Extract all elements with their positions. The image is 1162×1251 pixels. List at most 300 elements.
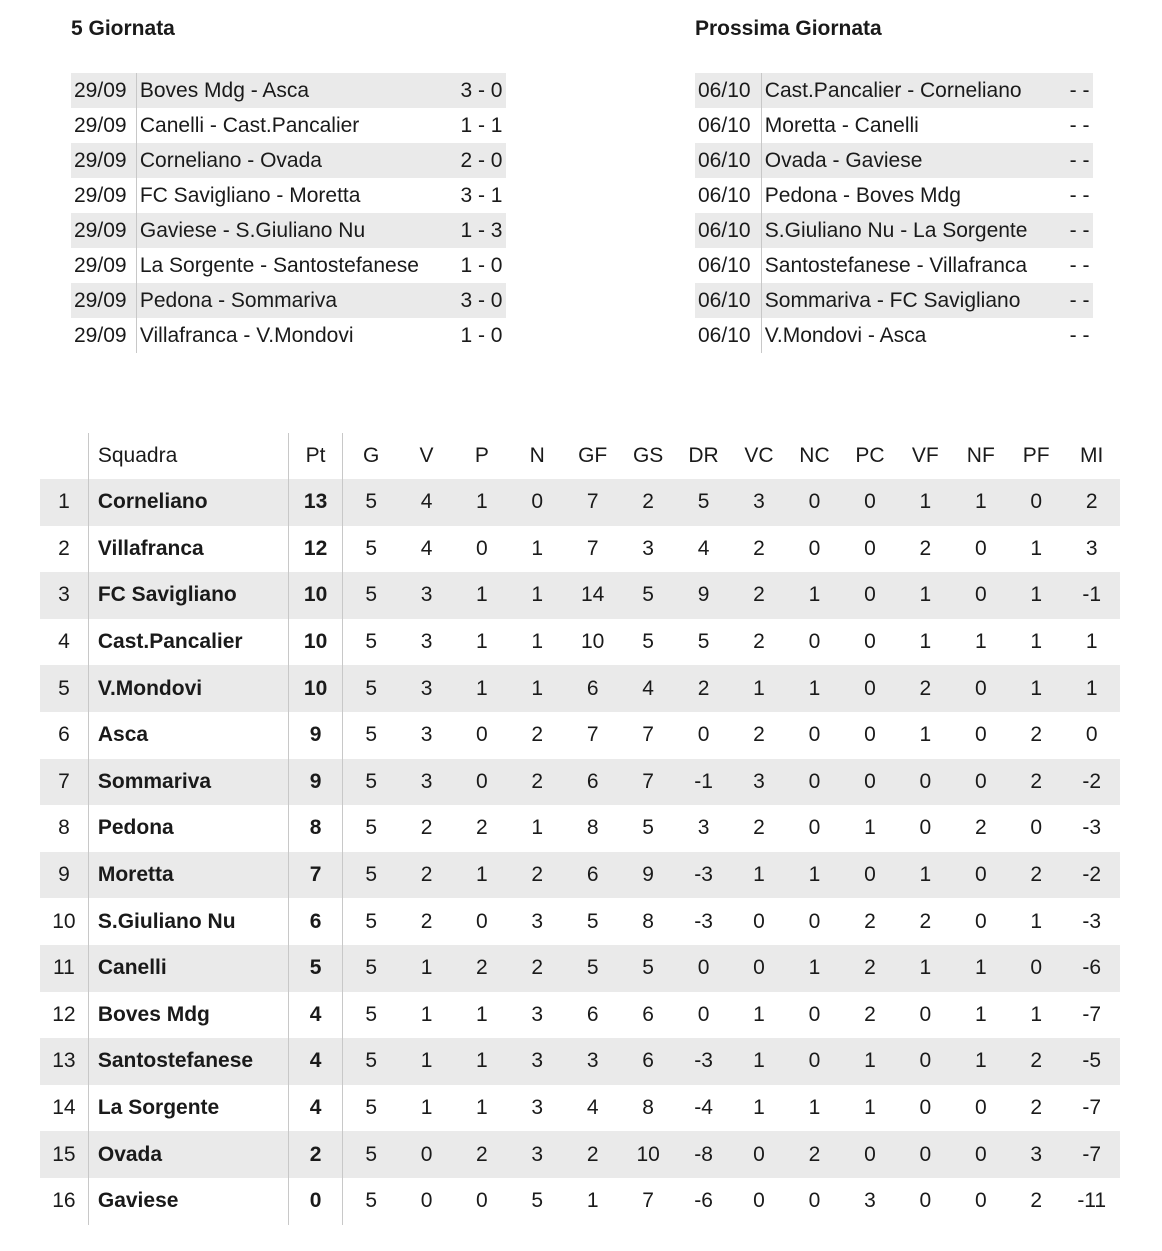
stat-cell: 4: [399, 479, 454, 526]
stat-cell: -4: [694, 1096, 713, 1120]
stat-cell: 4: [697, 536, 710, 560]
stat-cell: 2: [1009, 1038, 1064, 1085]
stat-cell: 5: [697, 630, 710, 654]
match-score: 3 - 0: [452, 73, 505, 108]
stat-cell: 3: [510, 1038, 565, 1085]
stat-cell: 0: [919, 816, 932, 840]
team-name-cell: Boves Mdg: [88, 992, 288, 1039]
points-cell: 12: [288, 526, 343, 573]
team-name-cell: Asca: [88, 712, 288, 759]
standings-row: [40, 1178, 1120, 1225]
stat-cell: 3: [420, 723, 433, 747]
stat-cell: 1: [1009, 665, 1064, 712]
stat-cell: -3: [1082, 909, 1102, 933]
stat-cell: 0: [864, 723, 876, 747]
stat-cell: 0: [808, 630, 821, 654]
stat-cell: 2: [919, 909, 932, 933]
stat-cell: 5: [343, 759, 399, 806]
stat-cell: 7: [642, 723, 654, 747]
stat-cell: 0: [842, 665, 897, 712]
stat-cell: 9: [676, 572, 731, 619]
stat-cell: 5: [365, 816, 378, 840]
stat-cell: 0: [953, 759, 1008, 806]
stat-cell: -2: [1064, 852, 1120, 899]
stat-cell: 0: [399, 1131, 454, 1178]
match-date: 29/09: [71, 213, 136, 248]
stat-cell: 1: [787, 572, 842, 619]
team-name-cell: Villafranca: [88, 526, 288, 573]
stat-cell: 3: [531, 909, 544, 933]
stat-cell: 2: [531, 723, 544, 747]
column-header: GS: [632, 444, 664, 467]
points-cell: 6: [288, 898, 343, 945]
stat-cell: 0: [842, 479, 897, 526]
match-row: [71, 73, 506, 108]
stat-cell: -1: [1064, 572, 1120, 619]
stat-cell: 0: [898, 1038, 953, 1085]
stat-cell: 6: [565, 852, 620, 899]
stat-cell: 8: [586, 816, 599, 840]
stat-cell: 0: [974, 723, 987, 747]
stat-cell: 5: [365, 1189, 378, 1213]
stat-cell: 5: [586, 909, 599, 933]
stat-cell: 0: [919, 1002, 932, 1026]
stat-cell: 8: [642, 909, 654, 933]
column-header: Pt: [288, 433, 343, 479]
stat-cell: -6: [1064, 945, 1120, 992]
stat-cell: 0: [510, 479, 565, 526]
stat-cell: 5: [365, 909, 378, 933]
stat-cell: -3: [694, 909, 713, 933]
match-score: 1 - 0: [460, 324, 503, 347]
points-cell: 0: [288, 1178, 343, 1225]
match-row: [695, 143, 1093, 178]
stat-cell: 0: [808, 536, 821, 560]
stat-cell: 1: [454, 479, 509, 526]
stat-cell: 5: [343, 852, 399, 899]
stat-cell: 0: [454, 759, 509, 806]
stat-cell: 2: [454, 945, 509, 992]
stat-cell: 1: [1030, 536, 1043, 560]
column-header: VC: [744, 444, 774, 467]
stat-cell: 1: [731, 1038, 786, 1085]
stat-cell: 0: [953, 572, 1008, 619]
match-row: [695, 178, 1093, 213]
stat-cell: -3: [676, 1038, 731, 1085]
rank-cell: 1: [40, 479, 88, 526]
standings-row: [40, 526, 1120, 573]
stat-cell: 0: [808, 723, 821, 747]
stat-cell: 0: [476, 1189, 488, 1213]
stat-cell: 0: [787, 479, 842, 526]
rank-cell: 16: [40, 1178, 88, 1225]
team-name-cell: Gaviese: [88, 1178, 288, 1225]
rank-cell: 4: [40, 619, 88, 666]
stat-cell: 0: [953, 665, 1008, 712]
standings-row: [40, 759, 1120, 806]
stat-cell: 0: [420, 1189, 433, 1213]
stat-cell: 0: [864, 630, 876, 654]
match-teams: Moretta - Canelli: [764, 114, 919, 137]
stat-cell: 2: [510, 945, 565, 992]
stat-cell: 1: [531, 816, 544, 840]
stat-cell: 3: [697, 816, 710, 840]
stat-cell: 2: [864, 909, 876, 933]
stat-cell: -8: [676, 1131, 731, 1178]
stat-cell: -7: [1064, 1131, 1120, 1178]
stat-cell: 2: [753, 630, 765, 654]
stat-cell: 2: [842, 945, 897, 992]
stat-cell: 0: [476, 723, 488, 747]
stat-cell: 0: [842, 852, 897, 899]
stat-cell: 5: [642, 816, 654, 840]
stat-cell: 5: [565, 945, 620, 992]
stat-cell: 1: [531, 536, 544, 560]
match-teams: Cast.Pancalier - Corneliano: [761, 73, 1063, 108]
stat-cell: 1: [919, 630, 932, 654]
stat-cell: 7: [586, 723, 599, 747]
stat-cell: 3: [510, 1131, 565, 1178]
match-teams: Santostefanese - Villafranca: [764, 254, 1028, 277]
stat-cell: 1: [476, 630, 488, 654]
team-name-cell: FC Savigliano: [88, 572, 288, 619]
stat-cell: 3: [565, 1038, 620, 1085]
stat-cell: 1: [898, 945, 953, 992]
match-teams: S.Giuliano Nu - La Sorgente: [761, 213, 1063, 248]
stat-cell: 2: [731, 572, 786, 619]
stat-cell: 1: [898, 479, 953, 526]
stat-cell: 5: [365, 1096, 378, 1120]
match-teams: Pedona - Sommariva: [136, 283, 452, 318]
stat-cell: 1: [787, 665, 842, 712]
rank-cell: 3: [40, 572, 88, 619]
standings-row: [40, 572, 1120, 619]
stat-cell: 2: [787, 1131, 842, 1178]
stat-cell: 0: [974, 1189, 987, 1213]
stat-cell: 1: [420, 1002, 433, 1026]
match-score: - -: [1069, 114, 1090, 137]
stat-cell: 1: [510, 665, 565, 712]
team-name-cell: Ovada: [88, 1131, 288, 1178]
stat-cell: 4: [586, 1096, 599, 1120]
match-row: [695, 283, 1093, 318]
standings-row: [40, 1085, 1120, 1132]
stat-cell: 3: [531, 1002, 544, 1026]
stat-cell: 1: [953, 479, 1008, 526]
stat-cell: 5: [620, 945, 675, 992]
stat-cell: 1: [399, 1038, 454, 1085]
standings-row: [40, 479, 1120, 526]
stat-cell: 0: [953, 1131, 1008, 1178]
stat-cell: 6: [565, 759, 620, 806]
match-row: [71, 318, 506, 353]
stat-cell: 1: [808, 1096, 821, 1120]
stat-cell: 0: [864, 536, 876, 560]
stat-cell: -3: [1082, 816, 1102, 840]
stat-cell: -7: [1082, 1096, 1102, 1120]
points-cell: 8: [288, 805, 343, 852]
stat-cell: 2: [974, 816, 987, 840]
stat-cell: 1: [1064, 665, 1120, 712]
points-cell: 4: [288, 1038, 343, 1085]
stat-cell: 0: [1009, 479, 1064, 526]
stat-cell: 1: [454, 1038, 509, 1085]
stat-cell: 8: [642, 1096, 654, 1120]
rank-cell: 10: [40, 898, 88, 945]
stat-cell: 5: [343, 1131, 399, 1178]
stat-cell: 0: [842, 759, 897, 806]
stat-cell: 0: [753, 909, 765, 933]
points-cell: 9: [288, 759, 343, 806]
match-date: 06/10: [695, 73, 761, 108]
stat-cell: 0: [919, 1189, 932, 1213]
stat-cell: 3: [864, 1189, 876, 1213]
stat-cell: 7: [642, 1189, 654, 1213]
rank-cell: 6: [40, 712, 88, 759]
stat-cell: 2: [676, 665, 731, 712]
match-teams: FC Savigliano - Moretta: [139, 184, 361, 207]
points-cell: 10: [288, 572, 343, 619]
stat-cell: -7: [1082, 1002, 1102, 1026]
match-date: 29/09: [71, 248, 136, 283]
team-name-cell: La Sorgente: [88, 1085, 288, 1132]
stat-cell: 1: [974, 630, 987, 654]
stat-cell: 0: [974, 536, 987, 560]
team-name-cell: Cast.Pancalier: [88, 619, 288, 666]
points-cell: 2: [288, 1131, 343, 1178]
stat-cell: 5: [343, 665, 399, 712]
stat-cell: 1: [731, 852, 786, 899]
stat-cell: 0: [476, 536, 488, 560]
stat-cell: 0: [787, 759, 842, 806]
match-score: - -: [1069, 184, 1090, 207]
stat-cell: 1: [420, 1096, 433, 1120]
rank-cell: 5: [40, 665, 88, 712]
stat-cell: 5: [620, 572, 675, 619]
rank-cell: 7: [40, 759, 88, 806]
stat-cell: 0: [898, 759, 953, 806]
stat-cell: 5: [365, 536, 378, 560]
stat-cell: 5: [343, 1038, 399, 1085]
stat-cell: -6: [694, 1189, 713, 1213]
stat-cell: 6: [620, 1038, 675, 1085]
standings-row: [40, 1131, 1120, 1178]
stat-cell: 1: [399, 945, 454, 992]
stat-cell: 2: [753, 723, 765, 747]
stat-cell: -5: [1064, 1038, 1120, 1085]
stat-cell: 0: [753, 1189, 765, 1213]
stat-cell: 0: [898, 1131, 953, 1178]
stat-cell: 0: [808, 816, 821, 840]
standings-row: [40, 619, 1120, 666]
rank-cell: 9: [40, 852, 88, 899]
points-cell: 10: [288, 619, 343, 666]
stat-cell: 2: [1009, 759, 1064, 806]
stat-cell: 0: [731, 1131, 786, 1178]
stat-cell: 0: [919, 1096, 932, 1120]
stat-cell: 0: [842, 1131, 897, 1178]
team-name-cell: Sommariva: [88, 759, 288, 806]
match-date: 06/10: [695, 283, 761, 318]
match-score: 3 - 0: [452, 283, 505, 318]
match-teams: Boves Mdg - Asca: [136, 73, 452, 108]
stat-cell: 2: [510, 852, 565, 899]
stat-cell: 0: [842, 572, 897, 619]
stat-cell: 1: [753, 1002, 765, 1026]
team-name-cell: S.Giuliano Nu: [88, 898, 288, 945]
match-score: 1 - 3: [452, 213, 505, 248]
stat-cell: 0: [953, 852, 1008, 899]
stat-cell: 14: [565, 572, 620, 619]
team-name-cell: Corneliano: [88, 479, 288, 526]
stat-cell: 1: [787, 945, 842, 992]
stat-cell: 4: [420, 536, 433, 560]
match-row: [71, 283, 506, 318]
match-teams: Villafranca - V.Mondovi: [139, 324, 354, 347]
stat-cell: 0: [974, 1096, 987, 1120]
stat-cell: 6: [586, 1002, 599, 1026]
stat-cell: 5: [365, 1002, 378, 1026]
rank-cell: 13: [40, 1038, 88, 1085]
stat-cell: 0: [697, 723, 710, 747]
match-row: [695, 213, 1093, 248]
match-teams: La Sorgente - Santostefanese: [139, 254, 419, 277]
match-date: 29/09: [71, 143, 136, 178]
stat-cell: 1: [974, 1002, 987, 1026]
stat-cell: 3: [731, 759, 786, 806]
stat-cell: 10: [620, 1131, 675, 1178]
match-score: - -: [1063, 143, 1092, 178]
column-header: GF: [578, 444, 608, 467]
column-header: PF: [1022, 444, 1050, 467]
match-row: [71, 178, 506, 213]
stat-cell: 3: [399, 665, 454, 712]
rank-cell: 15: [40, 1131, 88, 1178]
match-row: [71, 143, 506, 178]
stat-cell: 3: [642, 536, 654, 560]
stat-cell: 2: [1030, 1189, 1043, 1213]
stat-cell: 1: [454, 852, 509, 899]
stat-cell: 0: [974, 909, 987, 933]
standings-row: [40, 945, 1120, 992]
points-cell: 7: [288, 852, 343, 899]
match-teams: Gaviese - S.Giuliano Nu: [136, 213, 452, 248]
stat-cell: 2: [1009, 852, 1064, 899]
rank-cell: 14: [40, 1085, 88, 1132]
match-date: 06/10: [695, 108, 761, 143]
stat-cell: 10: [580, 630, 605, 654]
stat-cell: 1: [1085, 630, 1098, 654]
match-score: - -: [1063, 73, 1092, 108]
stat-cell: 0: [1009, 945, 1064, 992]
match-score: 2 - 0: [452, 143, 505, 178]
standings-row: [40, 992, 1120, 1039]
team-name-cell: V.Mondovi: [88, 665, 288, 712]
stat-cell: 0: [676, 945, 731, 992]
standings-row: [40, 712, 1120, 759]
stat-cell: 0: [1030, 816, 1043, 840]
stat-cell: 0: [731, 945, 786, 992]
team-name-cell: Canelli: [88, 945, 288, 992]
match-row: [695, 73, 1093, 108]
stat-cell: 2: [420, 816, 433, 840]
match-score: - -: [1063, 283, 1092, 318]
stat-cell: 4: [620, 665, 675, 712]
stat-cell: 0: [808, 1002, 821, 1026]
stat-cell: 1: [787, 852, 842, 899]
column-header: Squadra: [88, 433, 288, 479]
stat-cell: 3: [731, 479, 786, 526]
stat-cell: 2: [510, 759, 565, 806]
stat-cell: 5: [343, 572, 399, 619]
standings-row: [40, 898, 1120, 945]
match-row: [71, 248, 506, 283]
stat-cell: 1: [476, 1096, 488, 1120]
match-row: [695, 318, 1093, 353]
stat-cell: 2: [1030, 723, 1043, 747]
stat-cell: 5: [676, 479, 731, 526]
stat-cell: 0: [697, 1002, 710, 1026]
points-cell: 9: [288, 712, 343, 759]
stat-cell: 1: [842, 1038, 897, 1085]
match-score: - -: [1069, 254, 1090, 277]
stat-cell: 5: [343, 479, 399, 526]
standings-row: [40, 665, 1120, 712]
stat-cell: 2: [454, 1131, 509, 1178]
column-header: MI: [1080, 444, 1104, 467]
stat-cell: 1: [731, 665, 786, 712]
match-teams: V.Mondovi - Asca: [764, 324, 927, 347]
match-date: 29/09: [71, 73, 136, 108]
stat-cell: 2: [399, 852, 454, 899]
stat-cell: 3: [399, 759, 454, 806]
stat-cell: 1: [454, 572, 509, 619]
match-date: 06/10: [695, 318, 761, 353]
stat-cell: 0: [476, 909, 488, 933]
points-cell: 10: [288, 665, 343, 712]
stat-cell: 1: [864, 1096, 876, 1120]
stat-cell: 1: [898, 572, 953, 619]
match-score: - -: [1063, 213, 1092, 248]
stat-cell: -2: [1064, 759, 1120, 806]
stat-cell: 0: [808, 909, 821, 933]
stat-cell: 1: [953, 1038, 1008, 1085]
stat-cell: 2: [620, 479, 675, 526]
stat-cell: 3: [531, 1096, 544, 1120]
stat-cell: 0: [1085, 723, 1098, 747]
stat-cell: 3: [399, 572, 454, 619]
stat-cell: 1: [1030, 1002, 1043, 1026]
stat-cell: -11: [1077, 1189, 1107, 1213]
stat-cell: 7: [620, 759, 675, 806]
stat-cell: 3: [1085, 536, 1098, 560]
stat-cell: 2: [864, 1002, 876, 1026]
match-date: 06/10: [695, 248, 761, 283]
stat-cell: 1: [1030, 909, 1043, 933]
stat-cell: 0: [808, 1189, 821, 1213]
match-date: 29/09: [71, 318, 136, 353]
points-cell: 4: [288, 992, 343, 1039]
stat-cell: 2: [753, 536, 765, 560]
stat-cell: 2: [1030, 1096, 1043, 1120]
match-teams: Canelli - Cast.Pancalier: [139, 114, 360, 137]
rank-cell: 11: [40, 945, 88, 992]
stat-cell: 2: [919, 536, 932, 560]
match-teams: Pedona - Boves Mdg: [764, 184, 961, 207]
stat-cell: 5: [642, 630, 654, 654]
match-teams: Sommariva - FC Savigliano: [761, 283, 1063, 318]
stat-cell: 6: [642, 1002, 654, 1026]
